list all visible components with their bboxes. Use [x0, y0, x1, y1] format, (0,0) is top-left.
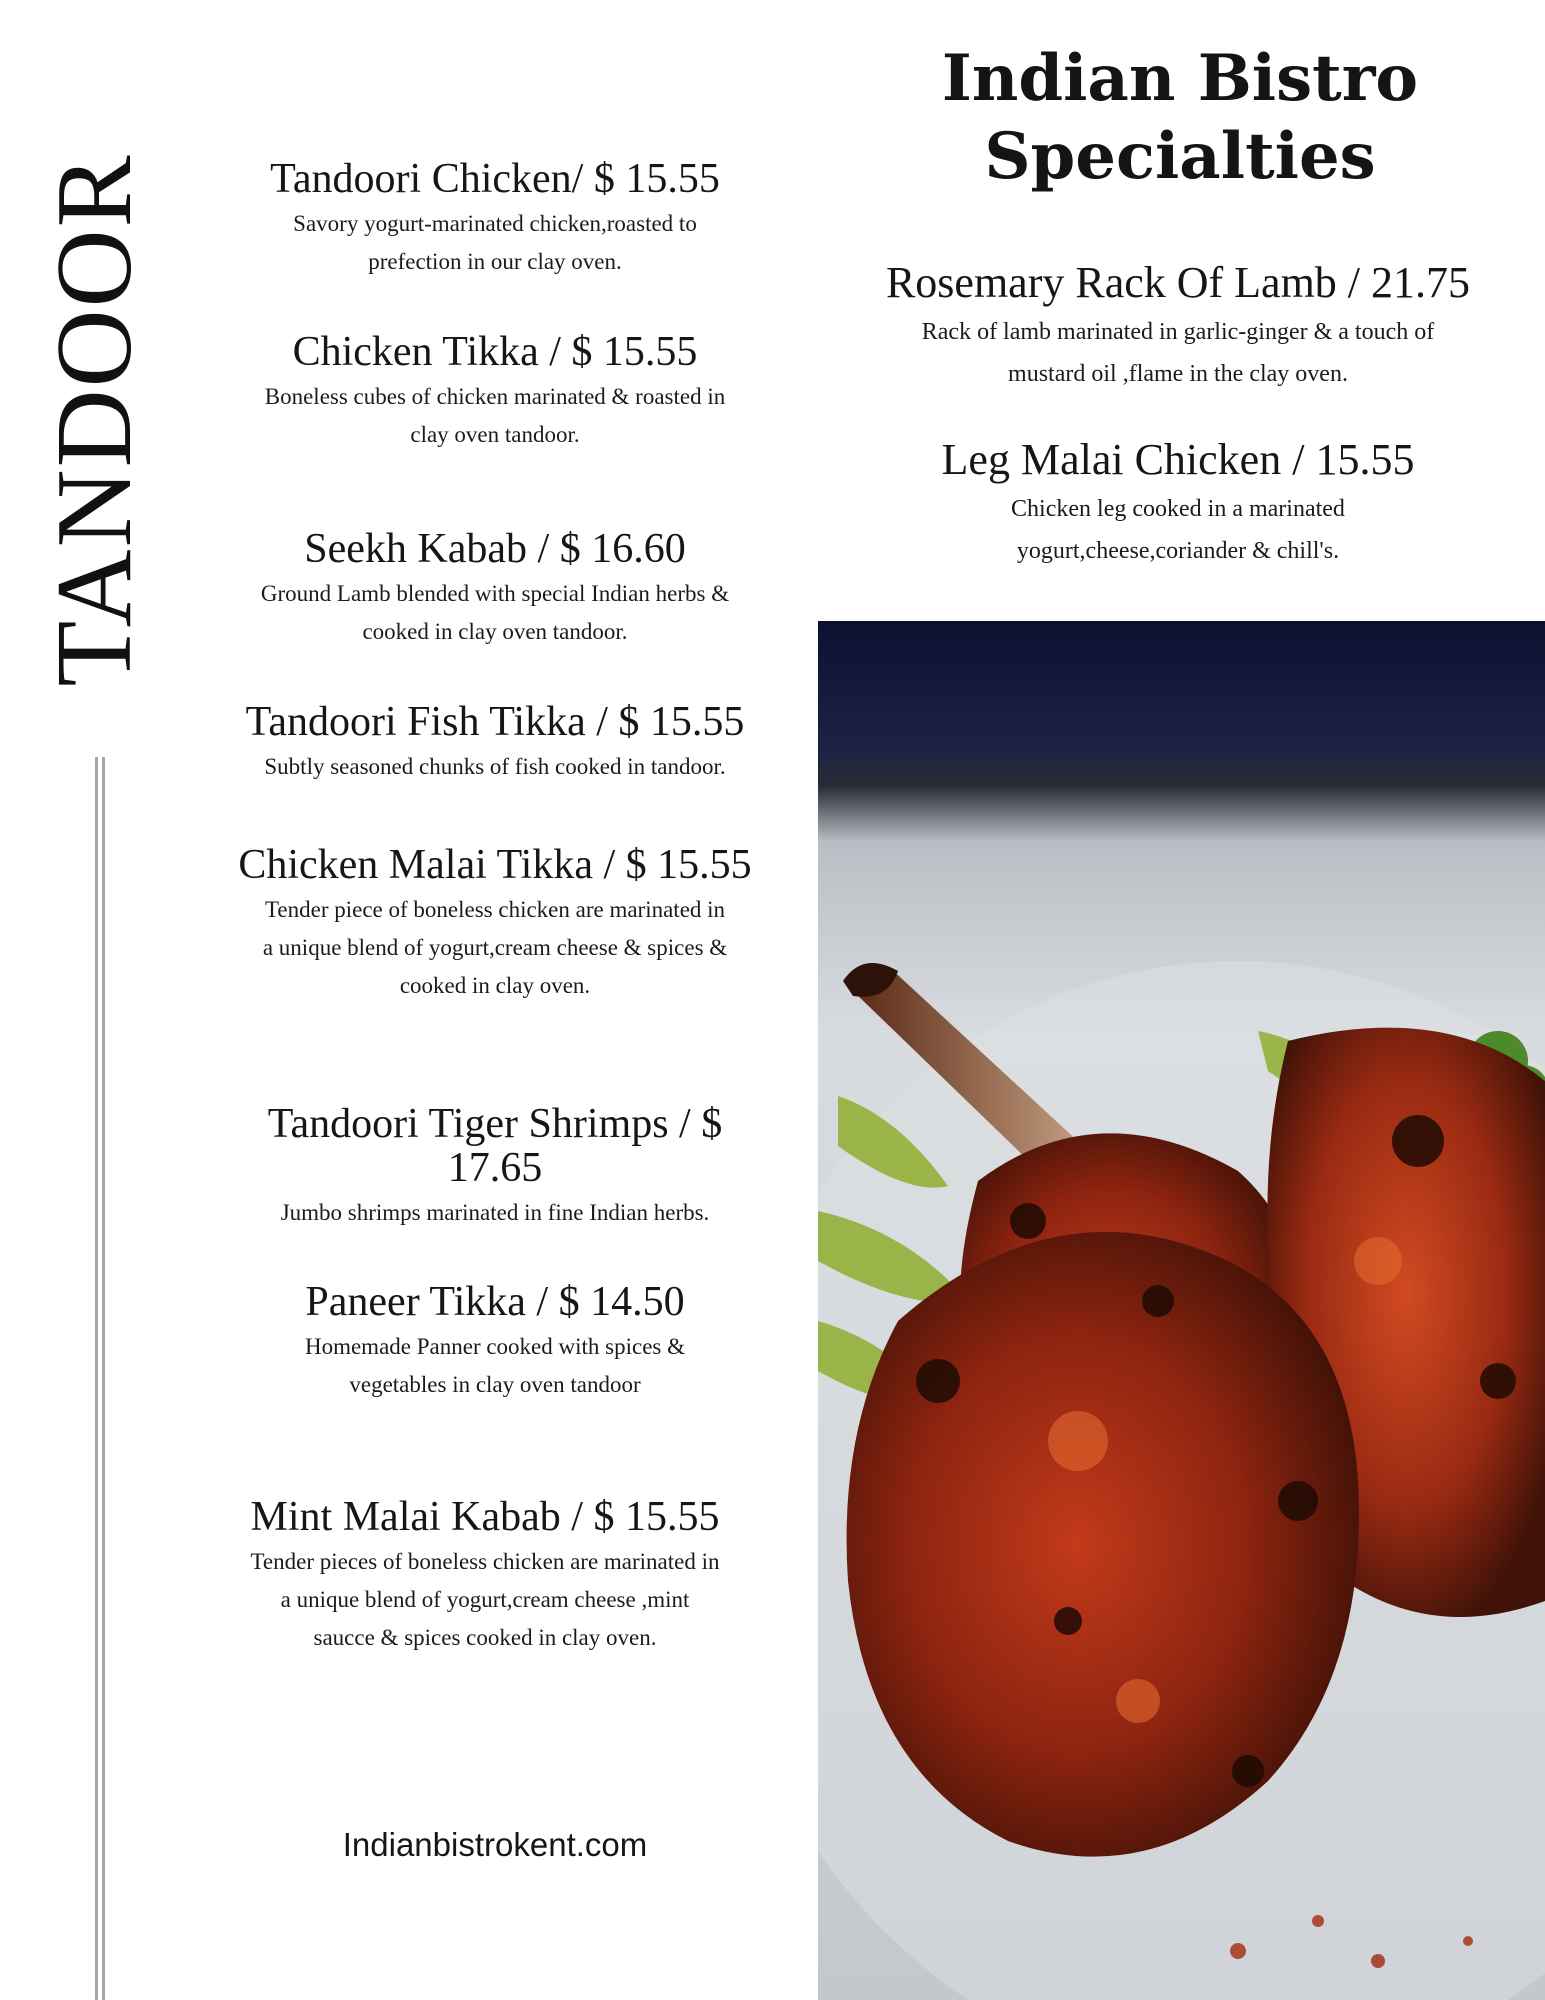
- item-description-line: a unique blend of yogurt,cream cheese ,mint: [280, 1587, 690, 1612]
- item-description: [185, 575, 805, 651]
- website-link[interactable]: Indianbistrokent.com: [342, 1826, 648, 1863]
- item-description-line: Tender pieces of boneless chicken are marinated in: [250, 1549, 720, 1574]
- item-description-line: Boneless cubes of chicken marinated & roasted in: [264, 384, 726, 409]
- item-title: Rosemary Rack Of Lamb / 21.75: [885, 258, 1471, 307]
- item-description: [185, 378, 805, 454]
- item-description-line: Rack of lamb marinated in garlic-ginger & a touch of: [921, 319, 1435, 345]
- item-title: Leg Malai Chicken / 15.55: [941, 435, 1415, 484]
- item-description: [818, 488, 1538, 572]
- menu-item-mint-malai-kabab: [175, 1495, 795, 1657]
- specialty-item-rosemary-rack-of-lamb: [818, 259, 1538, 395]
- menu-item-paneer-tikka: [185, 1280, 805, 1404]
- page-heading: [880, 40, 1480, 196]
- item-description-line: mustard oil ,flame in the clay oven.: [1008, 361, 1348, 387]
- item-title-line: 17.65: [447, 1145, 543, 1191]
- item-title: Chicken Tikka / $ 15.55: [292, 329, 698, 375]
- item-description-line: cooked in clay oven.: [399, 973, 591, 998]
- item-description-line: Subtly seasoned chunks of fish cooked in tandoor.: [264, 754, 726, 779]
- section-title: TANDOOR: [35, 153, 154, 687]
- item-description-line: a unique blend of yogurt,cream cheese & spices &: [262, 935, 728, 960]
- item-description: [185, 748, 805, 786]
- item-description: [175, 1543, 795, 1657]
- item-title: Paneer Tikka / $ 14.50: [305, 1279, 685, 1325]
- item-title-line: Tandoori Tiger Shrimps / $: [267, 1101, 723, 1147]
- item-title: Seekh Kabab / $ 16.60: [304, 526, 686, 572]
- section-title-container: [35, 150, 154, 690]
- page-heading-line: Specialties: [984, 119, 1376, 194]
- item-description-line: Chicken leg cooked in a marinated: [1011, 496, 1345, 522]
- item-description-line: Ground Lamb blended with special Indian herbs &: [260, 581, 730, 606]
- menu-item-chicken-tikka: [185, 330, 805, 454]
- menu-item-tandoori-fish-tikka: [185, 700, 805, 786]
- item-description-line: Jumbo shrimps marinated in fine Indian herbs.: [280, 1200, 710, 1225]
- item-description-line: cooked in clay oven tandoor.: [362, 619, 628, 644]
- item-description-line: saucce & spices cooked in clay oven.: [313, 1625, 657, 1650]
- lamb-chops-illustration: [818, 621, 1545, 2000]
- item-title: Mint Malai Kabab / $ 15.55: [250, 1494, 720, 1540]
- item-description: [185, 1328, 805, 1404]
- item-description: [185, 1194, 805, 1232]
- item-description: [818, 311, 1538, 395]
- vertical-divider: [95, 757, 105, 2000]
- page-heading-line: Indian Bistro: [941, 41, 1419, 116]
- item-description-line: prefection in our clay oven.: [368, 249, 622, 274]
- item-description-line: yogurt,cheese,coriander & chill's.: [1016, 538, 1340, 564]
- item-description-line: clay oven tandoor.: [410, 422, 580, 447]
- item-description-line: Savory yogurt-marinated chicken,roasted to: [293, 211, 697, 236]
- item-description-line: Homemade Panner cooked with spices &: [304, 1334, 686, 1359]
- menu-item-tandoori-chicken: [185, 157, 805, 281]
- specialty-item-leg-malai-chicken: [818, 436, 1538, 572]
- lamb-chops-photo: [818, 621, 1545, 2000]
- item-title: Chicken Malai Tikka / $ 15.55: [238, 842, 752, 888]
- menu-item-tandoori-tiger-shrimps: [185, 1102, 805, 1232]
- item-description: [185, 891, 805, 1005]
- menu-item-seekh-kabab: [185, 527, 805, 651]
- item-title: Tandoori Fish Tikka / $ 15.55: [245, 699, 745, 745]
- item-description-line: Tender piece of boneless chicken are marinated in: [264, 897, 726, 922]
- item-title: [185, 1102, 805, 1190]
- menu-item-chicken-malai-tikka: [185, 843, 805, 1005]
- item-description: [185, 205, 805, 281]
- item-title: Tandoori Chicken/ $ 15.55: [270, 156, 720, 202]
- item-description-line: vegetables in clay oven tandoor: [349, 1372, 641, 1397]
